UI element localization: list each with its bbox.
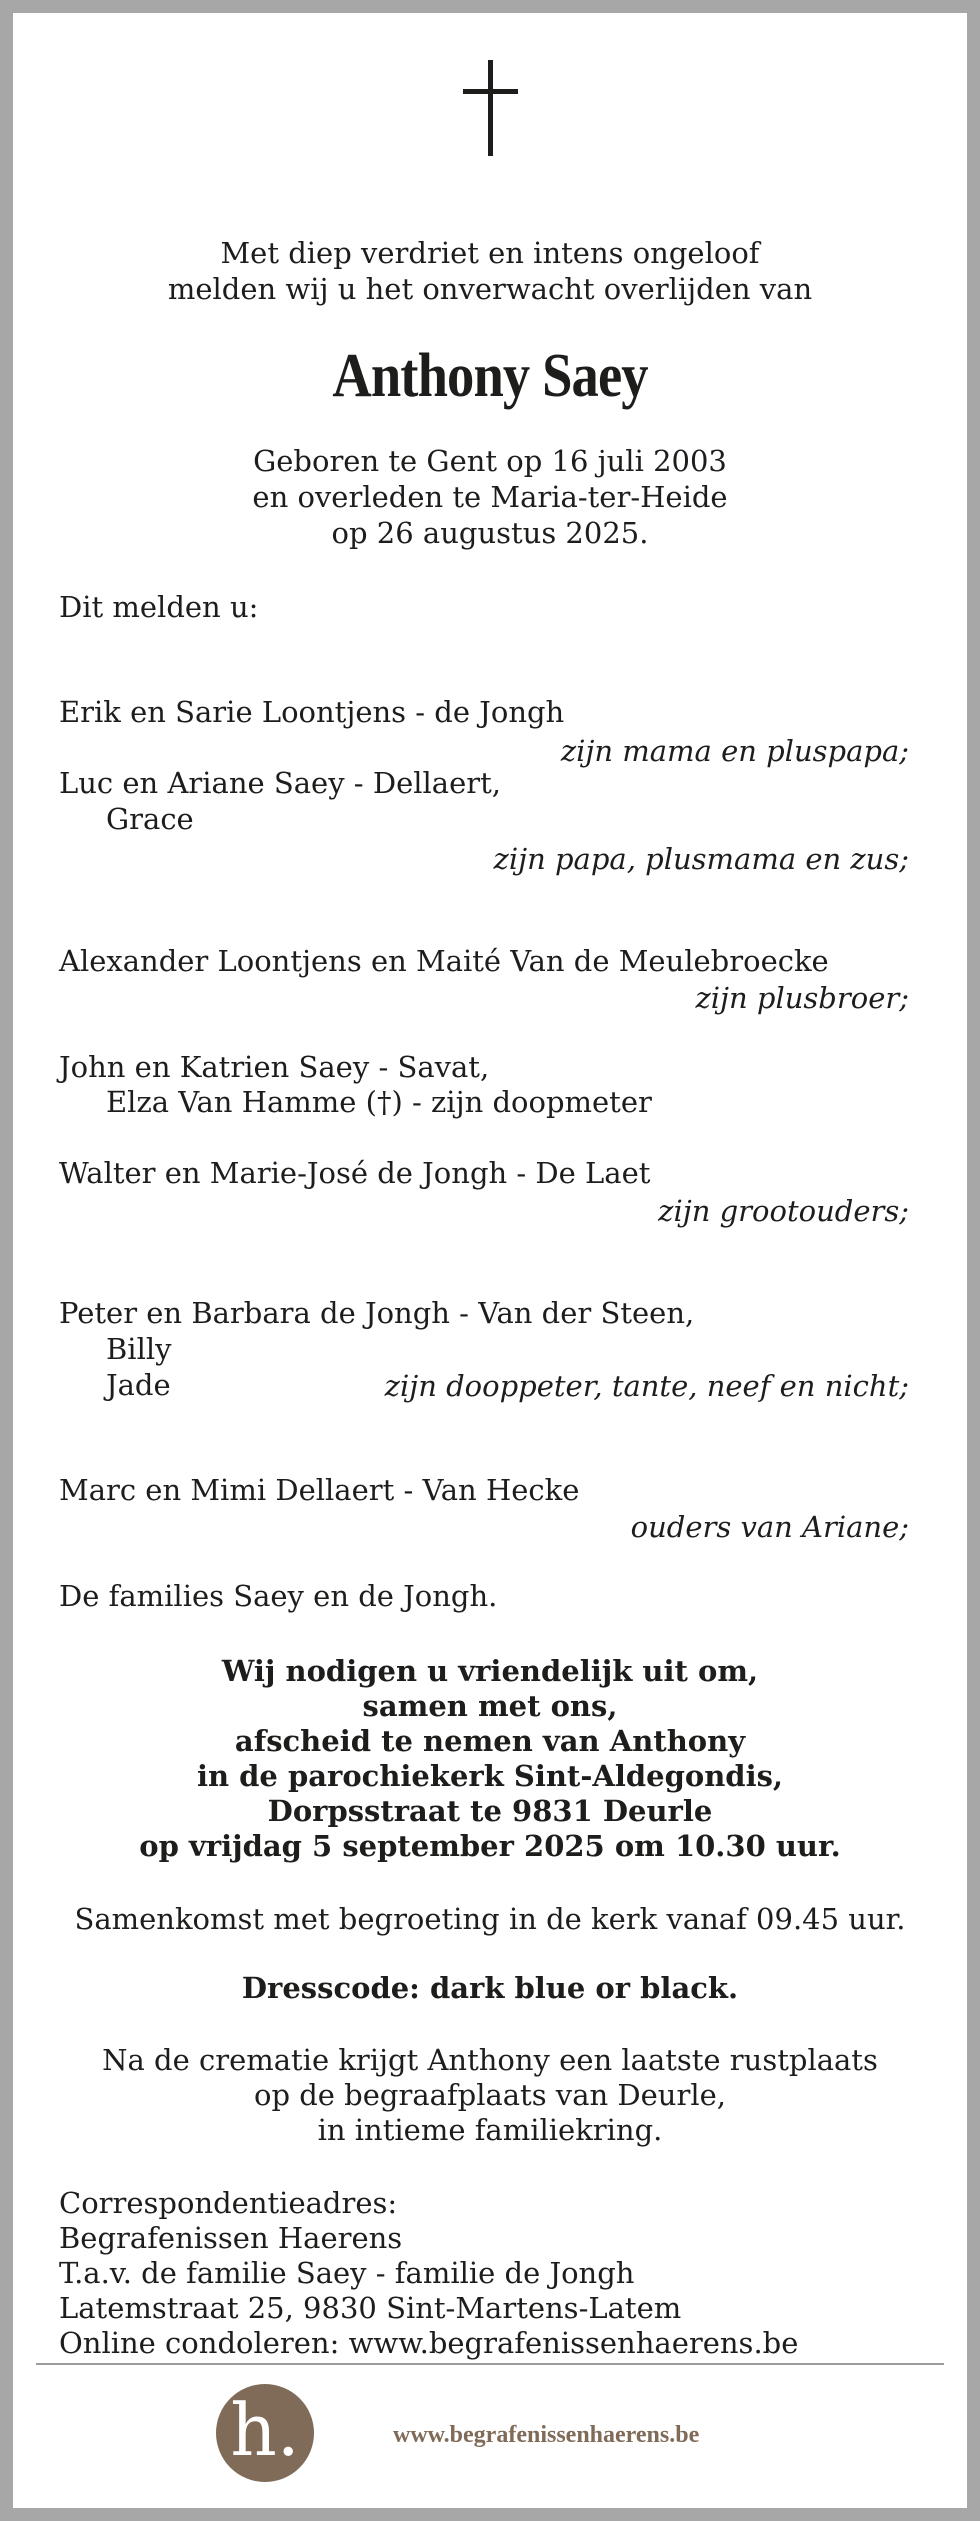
obituary-card — [13, 13, 967, 2508]
family-3-role: zijn plusbroer; — [695, 981, 909, 1015]
invitation-line-3: afscheid te nemen van Anthony — [234, 1724, 746, 1758]
correspondence-line-5: Online condoleren: www.begrafenissenhaerens.be — [59, 2326, 799, 2360]
cremation-line-1: Na de crematie krijgt Anthony een laatste rustplaats — [102, 2043, 878, 2077]
family-3-name: Alexander Loontjens en Maité Van de Meulebroecke — [59, 944, 829, 978]
family-5-name: Walter en Marie-José de Jongh - De Laet — [59, 1156, 651, 1190]
family-2-name: Luc en Ariane Saey - Dellaert, — [59, 766, 501, 800]
families-line: De families Saey en de Jongh. — [59, 1579, 498, 1613]
gathering-line: Samenkomst met begroeting in de kerk vanaf 09.45 uur. — [74, 1902, 906, 1936]
correspondence-line-3: T.a.v. de familie Saey - familie de Jongh — [59, 2256, 635, 2290]
family-1-name: Erik en Sarie Loontjens - de Jongh — [59, 695, 565, 729]
intro-line-2: melden wij u het onverwacht overlijden van — [167, 272, 813, 306]
correspondence-line-2: Begrafenissen Haerens — [59, 2221, 403, 2255]
family-6-role: zijn dooppeter, tante, neef en nicht; — [384, 1369, 909, 1403]
family-2-role: zijn papa, plusmama en zus; — [493, 842, 909, 876]
family-6-child-1: Billy — [106, 1332, 172, 1366]
cremation-line-2: op de begraafplaats van Deurle, — [253, 2078, 726, 2112]
cremation-line-3: in intieme familiekring. — [317, 2113, 663, 2147]
birth-line-3: op 26 augustus 2025. — [331, 516, 649, 550]
family-7-name: Marc en Mimi Dellaert - Van Hecke — [59, 1473, 580, 1507]
correspondence-line-4: Latemstraat 25, 9830 Sint-Martens-Latem — [59, 2291, 682, 2325]
invitation-line-2: samen met ons, — [362, 1689, 618, 1723]
birth-line-1: Geboren te Gent op 16 juli 2003 — [253, 444, 727, 478]
footer-divider — [36, 2363, 944, 2365]
cross-icon — [488, 60, 493, 156]
birth-line-2: en overleden te Maria-ter-Heide — [252, 480, 728, 514]
family-6-name: Peter en Barbara de Jongh - Van der Steen, — [59, 1296, 695, 1330]
correspondence-line-1: Correspondentieadres: — [59, 2186, 398, 2220]
family-2-child: Grace — [106, 802, 194, 836]
invitation-line-6: op vrijdag 5 september 2025 om 10.30 uur. — [139, 1829, 841, 1863]
haerens-logo-icon: h. — [216, 2384, 314, 2482]
family-1-role: zijn mama en pluspapa; — [560, 734, 909, 768]
invitation-line-5: Dorpsstraat te 9831 Deurle — [267, 1794, 713, 1828]
invitation-line-1: Wij nodigen u vriendelijk uit om, — [221, 1654, 759, 1688]
family-7-role: ouders van Ariane; — [630, 1510, 909, 1544]
deceased-name: Anthony Saey — [332, 342, 648, 410]
footer-website[interactable]: www.begrafenissenhaerens.be — [393, 2422, 700, 2448]
family-4-godmother: Elza Van Hamme (†) - zijn doopmeter — [106, 1085, 652, 1119]
dresscode-line: Dresscode: dark blue or black. — [241, 1971, 739, 2005]
family-6-child-2: Jade — [106, 1368, 171, 1402]
family-5-role: zijn grootouders; — [658, 1194, 909, 1228]
invitation-line-4: in de parochiekerk Sint-Aldegondis, — [196, 1759, 784, 1793]
announce-line: Dit melden u: — [59, 590, 259, 624]
cross-icon-bar — [463, 89, 518, 94]
intro-line-1: Met diep verdriet en intens ongeloof — [220, 236, 760, 270]
family-4-name: John en Katrien Saey - Savat, — [59, 1050, 490, 1084]
